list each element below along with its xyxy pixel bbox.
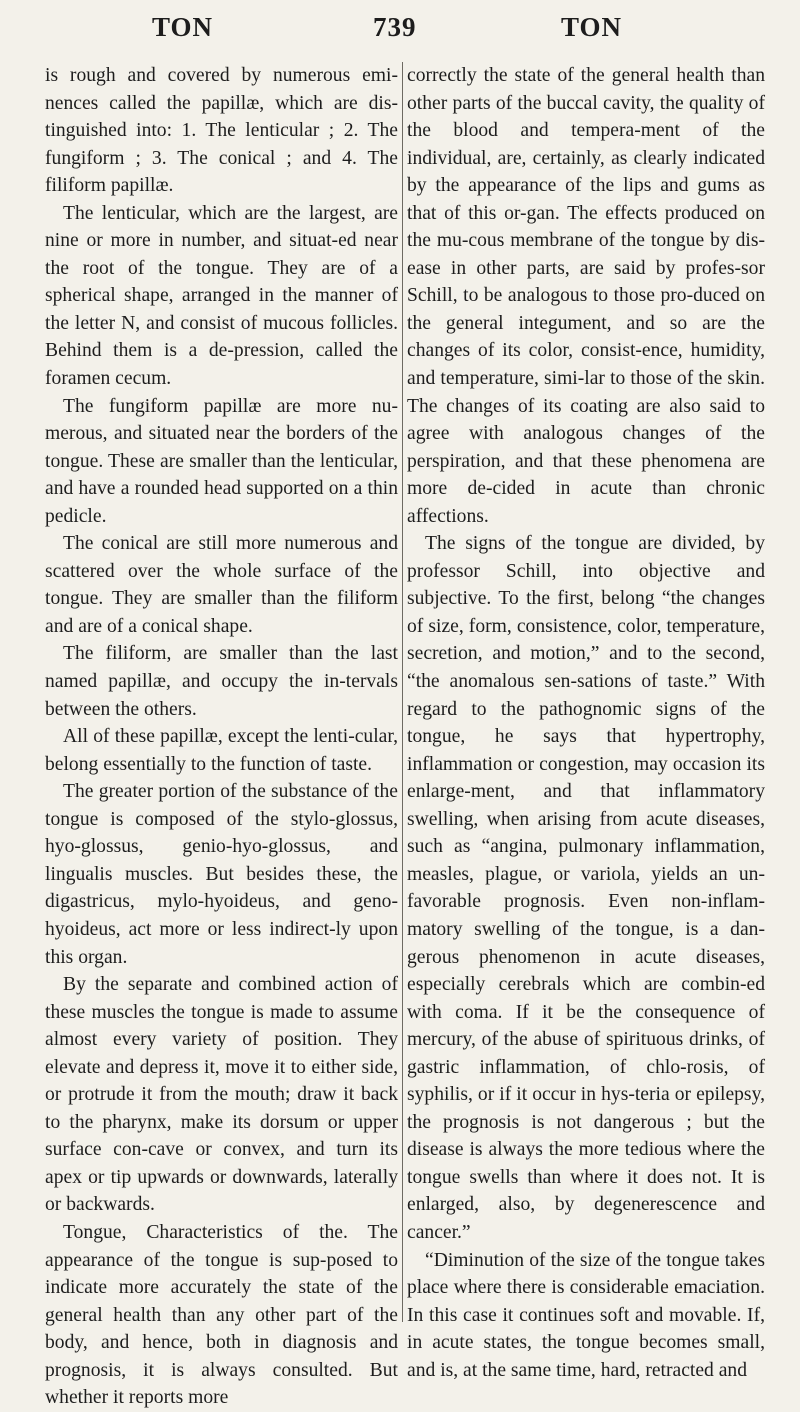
paragraph: All of these papillæ, except the lenti-cular, belong essentially to the function of taste. — [45, 726, 398, 775]
paragraph: The fungiform papillæ are more nu-merous, and situated near the borders of the tongue. These are smaller than the lenticular, and have a rounded head supported on a thin pedicle. — [45, 395, 398, 527]
paragraph: The conical are still more numerous and scattered over the whole surface of the tongue. They are smaller than the filiform and are of a conical shape. — [45, 533, 398, 637]
paragraph: “Diminution of the size of the tongue takes place where there is considerable emaciation. In this case it continues soft and movable. If, in acute states, the tongue becomes small, and is, at the same time, hard, retracted and — [407, 1249, 765, 1381]
paragraph: The filiform, are smaller than the last named papillæ, and occupy the in-tervals between the others. — [45, 643, 398, 720]
column-divider — [402, 62, 403, 1322]
page-number: 739 — [373, 12, 417, 42]
header-right-word: TON — [561, 12, 623, 42]
paragraph: is rough and covered by numerous emi-nences called the papillæ, which are dis-tinguished into: 1. The lenticular ; 2. The fungiform ; 3. The conical ; and 4. The filiform papillæ. — [45, 65, 398, 197]
entry-heading-paragraph: Tongue, Characteristics of the. The appearance of the tongue is sup-posed to indicate more accurately the state of the general health than any other part of the body, and hence, both in diagnosis and prognosis, it is always consulted. But whether it reports more — [45, 1221, 398, 1409]
paragraph: correctly the state of the general health than other parts of the buccal cavity, the quality of the blood and tempera-ment of the individual, are, certainly, as clearly indicated by the appearance of the lips and gums as that of this or-gan. The effects produced on the mu-cous membrane of the tongue by dis-ease in other parts, are said by profes-sor Schill, to be analogous to those pro-duced on the general integument, and so are the changes of its color, consist-ence, humidity, and temperature, simi-lar to those of the skin. The changes of its coating are also said to agree with analogous changes of the perspiration, and that these phenomena are more de-cided in acute than chronic affections. — [407, 65, 765, 527]
left-column — [45, 62, 398, 1412]
paragraph: The lenticular, which are the largest, are nine or more in number, and situat-ed near the root of the tongue. They are of a spherical shape, arranged in the manner of the letter N, and consist of mucous follicles. Behind them is a de-pression, called the foramen cecum. — [45, 202, 398, 390]
paragraph: The signs of the tongue are divided, by professor Schill, into objective and subjective. To the first, belong “the changes of size, form, consistence, color, temperature, secretion, and motion,” and to the second, “the anomalous sen-sations of taste.” With regard to the pathognomic signs of the tongue, he says that hypertrophy, inflammation or congestion, may occasion its enlarge-ment, and that inflammatory swelling, when arising from acute diseases, such as “angina, pulmonary inflammation, measles, plague, or variola, yields an un-favorable prognosis. Even non-inflam-matory swelling of the tongue, is a dan-gerous phenomenon in acute diseases, especially cerebrals which are combin-ed with coma. If it be the consequence of mercury, of the abuse of spirituous drinks, of gastric inflammation, of chlo-rosis, of syphilis, or if it occur in hys-teria or epilepsy, the prognosis is not dangerous ; but the disease is always the more tedious where the tongue swells than where it does not. It is enlarged, also, by degenerescence and cancer.” — [407, 533, 765, 1243]
header-left-word: TON — [152, 12, 214, 42]
paragraph: The greater portion of the substance of the tongue is composed of the stylo-glossus, hyo-glossus, genio-hyo-glossus, and lingualis muscles. But besides these, the digastricus, mylo-hyoideus, and geno-hyoideus, act more or less indirect-ly upon this organ. — [45, 781, 398, 968]
running-header — [0, 12, 800, 56]
right-column — [407, 62, 765, 1384]
paragraph: By the separate and combined action of these muscles the tongue is made to assume almost every variety of position. They elevate and depress it, move it to either side, or protrude it from the mouth; draw it back to the pharynx, make its dorsum or upper surface con-cave or convex, and turn its apex or tip upwards or downwards, laterally or backwards. — [45, 974, 398, 1216]
